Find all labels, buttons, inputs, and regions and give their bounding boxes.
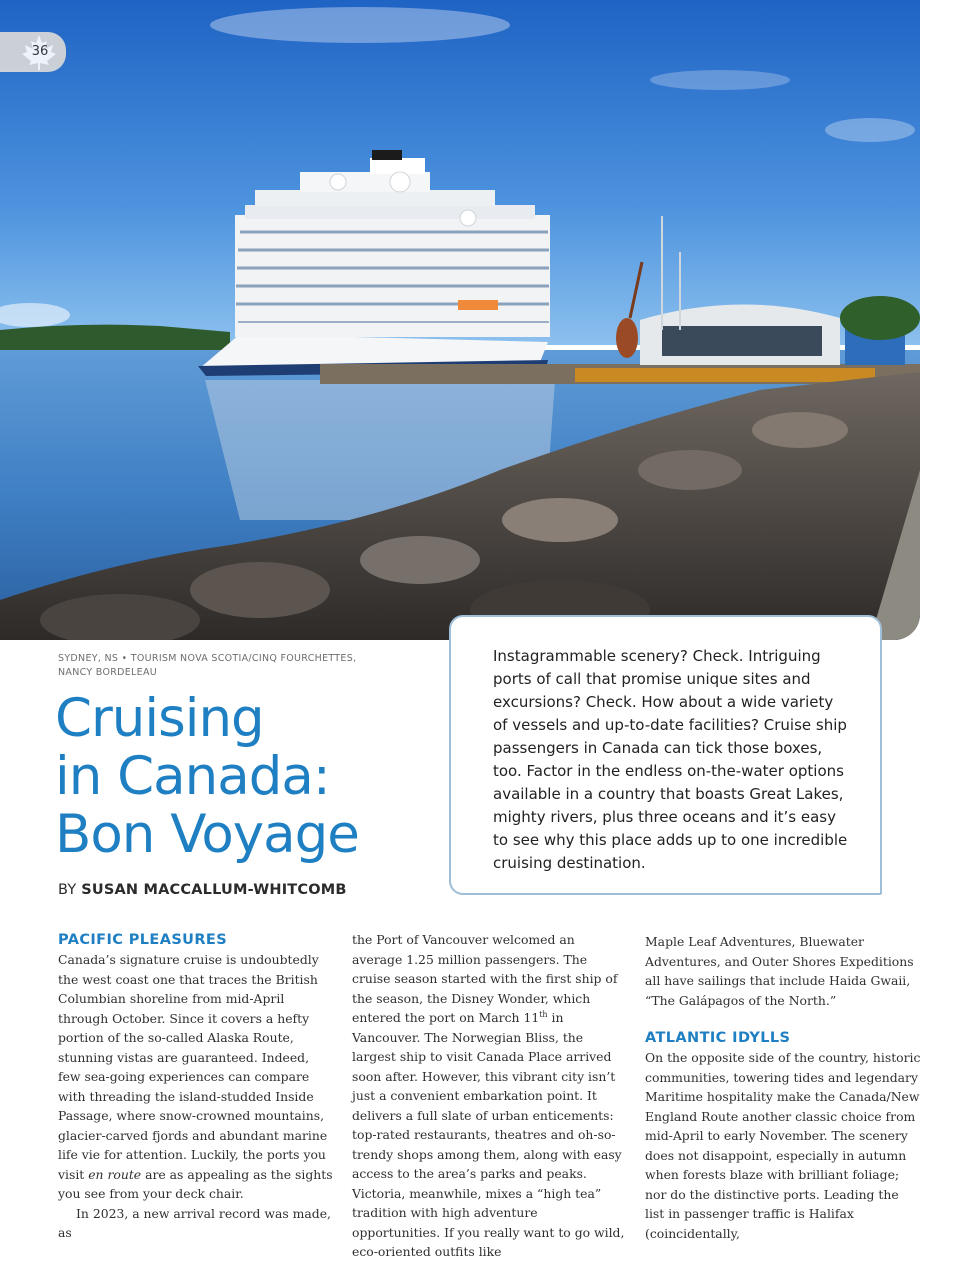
body-text: are as appealing as the sights you see from your deck chair.	[58, 1166, 333, 1201]
body-paragraph	[58, 950, 334, 1204]
byline	[58, 882, 347, 898]
photo-credit-line: SYDNEY, NS • TOURISM NOVA SCOTIA/CINQ FOURCHETTES,	[58, 653, 357, 664]
body-text: the Port of Vancouver welcomed an average 1.25 million passengers. The cruise season started with the first ship of the season, the Disney Wonder, which entered the port on March 11	[352, 932, 618, 1025]
title-line: Cruising	[55, 688, 264, 749]
body-text: Canada’s signature cruise is undoubtedly the west coast one that traces the British Columbian shoreline from mid-April through October. Since it covers a hefty portion of the so-called Alaska Route, stunning vistas are guaranteed. Indeed, few sea-going experiences can compare with threading the island-studded Inside Passage, where snow-crowned mountains, glacier-carved fjords and abundant marine life vie for attention. Luckily, the ports you visit	[58, 952, 328, 1182]
body-paragraph: In 2023, a new arrival record was made, as	[58, 1205, 331, 1240]
page-number-badge	[0, 32, 66, 72]
title-line: Bon Voyage	[55, 804, 359, 865]
photo-credit	[58, 652, 388, 680]
article-title	[55, 690, 455, 864]
text-column-left	[58, 930, 334, 1243]
intro-box	[449, 615, 882, 895]
body-paragraph: Maple Leaf Adventures, Bluewater Adventures, and Outer Shores Expeditions all have sailings that include Haida Gwaii, “The Galápagos of the North.”	[645, 934, 914, 1008]
body-text: in Vancouver. The Norwegian Bliss, the largest ship to visit Canada Place arrived soon after. However, this vibrant city isn’t just a convenient embarkation point. It delivers a full slate of urban enticements: top-rated restaurants, theatres and oh-so-trendy shops among them, along with easy access to the area’s parks and peaks. Victoria, meanwhile, mixes a “high tea” tradition with high adventure opportunities. If you really want to go wild, eco-oriented outfits like	[352, 1010, 625, 1259]
body-paragraph: On the opposite side of the country, historic communities, towering tides and legendary Maritime hospitality make the Canada/New England Route another classic choice from mid-April to early November. The scenery does not disappoint, especially in autumn when forests blaze with brilliant foliage; nor do the distinctive ports. Leading the list in passenger traffic is Halifax (coincidentally,	[645, 1050, 921, 1241]
section-heading-atlantic: ATLANTIC IDYLLS	[645, 1030, 791, 1046]
author-name: SUSAN MACCALLUM-WHITCOMB	[81, 882, 347, 898]
text-column-right	[645, 932, 921, 1243]
byline-prefix: BY	[58, 882, 77, 898]
superscript: th	[539, 1009, 548, 1019]
cruise-ship-harbour-photo	[0, 0, 920, 640]
body-paragraph	[352, 930, 628, 1262]
text-column-middle	[352, 930, 628, 1262]
intro-text: Instagrammable scenery? Check. Intriguing ports of call that promise unique sites and excursions? Check. How about a wide variety of vessels and up-to-date facilities? Cruise ship passengers in Canada can tick those boxes, too. Factor in the endless on-the-water options available in a country that boasts Great Lakes, mighty rivers, plus three oceans and it’s easy to see why this place adds up to one incredible cruising destination.	[493, 647, 848, 872]
photo-credit-line: NANCY BORDELEAU	[58, 667, 157, 678]
title-line: in Canada:	[55, 746, 330, 807]
body-text-italic: en route	[88, 1166, 142, 1182]
hero-photo	[0, 0, 920, 640]
page-number: 36	[31, 44, 49, 59]
section-heading-pacific: PACIFIC PLEASURES	[58, 932, 228, 948]
